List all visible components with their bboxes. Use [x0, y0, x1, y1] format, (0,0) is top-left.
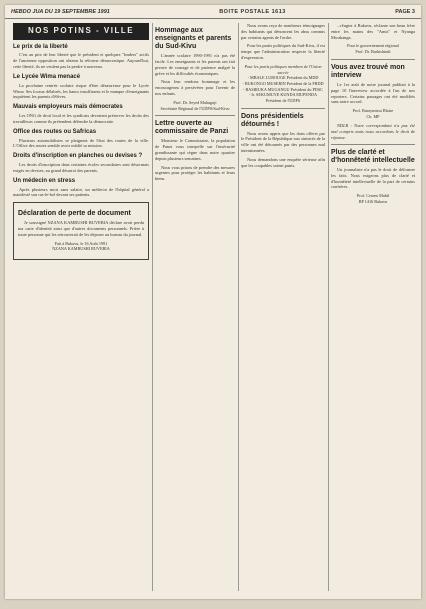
- article-headline: Le prix de la liberté: [13, 43, 68, 50]
- signature-name: Prof. Cesens Mabil: [356, 193, 390, 199]
- article-body: Un journaliste n'a pas le droit de déformer les faits. Nous exigeons plus de clarté et d'honnêteté intellectuelle de la part de certains confrères.: [331, 167, 415, 190]
- divider: [155, 115, 235, 116]
- article-signature: [331, 108, 415, 119]
- signatory: - Ir. SEKUMUYE KUNDA MUPENDA Président de l'UDPS: [248, 92, 318, 103]
- signature-title: BP 1416 Bukavu: [358, 198, 388, 204]
- signatories-intro: Pour les partis politiques membres de l'Union sacrée: [244, 63, 322, 75]
- article-body: Pour les partis politiques du Sud-Kivu, il est temps que l'administration respecte la liberté d'expression.: [241, 43, 325, 61]
- notice-signature: [18, 241, 144, 252]
- column-4: [331, 23, 415, 593]
- header-date: HEBDO JUA DU 19 SEPTEMBRE 1991: [11, 8, 110, 15]
- signature-title: Ch. MP: [366, 113, 380, 119]
- article-body: Les droits d'inscription dans certaines écoles secondaires sont désormais exigés en devises, au grand désarroi des parents.: [13, 162, 149, 173]
- signatory: - BASIRUKA MUGANGU Président du PDSC: [243, 86, 323, 92]
- article-headline: Hommage aux enseignants et parents du Sud-Kivu: [155, 27, 232, 51]
- article-body: Nous vous prions de prendre des mesures urgentes pour protéger les habitants et leurs biens.: [155, 164, 235, 182]
- signature-name: Prof. Buraymissa Blaise: [352, 108, 394, 114]
- column-divider: [152, 23, 153, 591]
- article-body: Nous avons reçu de nombreux témoignages des habitants qui dénoncent les abus commis par certains agents de l'ordre.: [241, 23, 325, 40]
- article-body: C'est au prix de leur liberté que le président et quelques "leaders" actifs de l'ancienne opposition ont obtenu la réforme démocratique. Aujourd'hui, cette liberté, ils ne veulent pas la perdre à nouveau.: [13, 52, 149, 70]
- article-signature: [155, 100, 235, 111]
- article-body: Monsieur le Commissaire, la population de Panzi vous interpelle sur l'insécurité grandissante qui règne dans notre quartier depuis plusieurs semaines.: [155, 138, 235, 161]
- article-body: Nous leur rendons hommage et les encourageons à persévérer pour l'avenir de nos enfants.: [155, 79, 235, 97]
- article-body: Nous demandons une enquête sérieuse afin que les coupables soient punis.: [241, 156, 325, 168]
- article-headline: Lettre ouverte au commissaire de Panzi: [155, 120, 229, 136]
- article-headline: Dons présidentiels détournés !: [241, 112, 304, 128]
- article-headline: Vous avez trouvé mon interview: [331, 63, 405, 79]
- article-headline: Plus de clarté et d'honnêteté intellectuelle: [331, 148, 415, 164]
- newspaper-page: [5, 5, 421, 599]
- notice-place: Fait à Bukavu, le 16 Août 1991: [54, 240, 108, 246]
- article-signature: [331, 193, 415, 204]
- signatory: - BUKONGO MUSERIN Président de la FRDD: [242, 80, 324, 86]
- notice-name: NZANA KAMBUSHI RUVEBIA: [52, 246, 110, 252]
- article-signature: [331, 43, 415, 54]
- divider: [331, 144, 415, 145]
- signature-name: Prof. Dr. Seyed Mahuguji: [173, 99, 217, 105]
- signature-title: Pour le gouvernement régional: [347, 43, 399, 49]
- article-body: L'année scolaire 1990-1991 n'a pas été facile. Les enseignants et les parents ont fait preuve de courage et de patience malgré la grève et les difficultés économiques.: [155, 53, 235, 76]
- header-page-number: PAGE 3: [395, 8, 415, 15]
- article-headline: Droits d'inscription en planches ou devises ?: [13, 153, 143, 160]
- article-body: Le 1er août de notre journal publiait à la page 10 l'interview accordée à l'un de nos reporters. Certains passages ont été modifiés sans notre accord.: [331, 81, 415, 105]
- notice-box: [13, 202, 149, 260]
- page-header: [5, 5, 421, 19]
- section-banner: NOS POTINS - VILLE: [13, 23, 149, 40]
- column-divider: [238, 23, 239, 591]
- signatory: - MBALE LUBOUGE Président du MDD: [247, 75, 319, 81]
- article-body: Après plusieurs mois sans salaire, un médecin de l'hôpital général a manifesté son ras-le-bol devant ses patients.: [13, 186, 149, 198]
- divider: [331, 59, 415, 60]
- column-divider: [328, 23, 329, 591]
- column-1: [13, 23, 149, 593]
- article-headline: Le Lycée Wima menacé: [13, 73, 81, 80]
- article-headline: Mauvais employeurs mais démocrates: [13, 104, 123, 111]
- article-body: La prochaine rentrée scolaire risque d'être désastreuse pour le Lycée Wima. Ses locaux délabrés, les bancs insuffisants et le manque d'enseignants inquiètent les parents d'élèves.: [13, 82, 149, 100]
- article-body: ...rêugier à Bukavu, réclame son beau frère entre les mains des "Amis" et Nyanga Mwakanga.: [331, 23, 415, 40]
- header-title: BOITE POSTALE 1613: [219, 8, 286, 15]
- article-headline: Un médecin en stress: [13, 177, 76, 184]
- signature-title: Secrétaire Régional de l'UDPS/Sud-Kivu: [160, 105, 230, 111]
- signatories-block: [241, 64, 325, 104]
- article-body: Nous avons appris que les dons offerts par le Président de la République aux sinistrés de la ville ont été détournés par des personnes mal intentionnées.: [241, 130, 325, 154]
- divider: [241, 108, 325, 109]
- editor-note: NDLR : Notre correspondant n'a pas été mal compris mais nous accordons le droit de réponse.: [331, 123, 415, 141]
- article-body: Les ONG de droit local et les syndicats devraient préserver les droits des travailleurs comme ils prétendent défendre la démocratie.: [13, 113, 149, 124]
- column-3: [241, 23, 325, 593]
- column-2: [155, 23, 235, 593]
- notice-title: Déclaration de perte de document: [18, 210, 131, 218]
- article-body: Plusieurs automobilistes se plaignent de l'état des routes de la ville. L'Office des routes semble avoir oublié sa mission.: [13, 137, 149, 149]
- signature-name: Prof. Dr. Barhishindi: [355, 49, 391, 55]
- notice-body: Je soussigné NZANA KAMBUSHI RUVEBIA déclare avoir perdu ma carte d'identité ainsi que d'autres documents personnels. Prière à toute personne qui les retrouverait de les déposer au bureau du journal.: [18, 220, 144, 237]
- article-headline: Office des routes ou Safricas: [13, 128, 97, 135]
